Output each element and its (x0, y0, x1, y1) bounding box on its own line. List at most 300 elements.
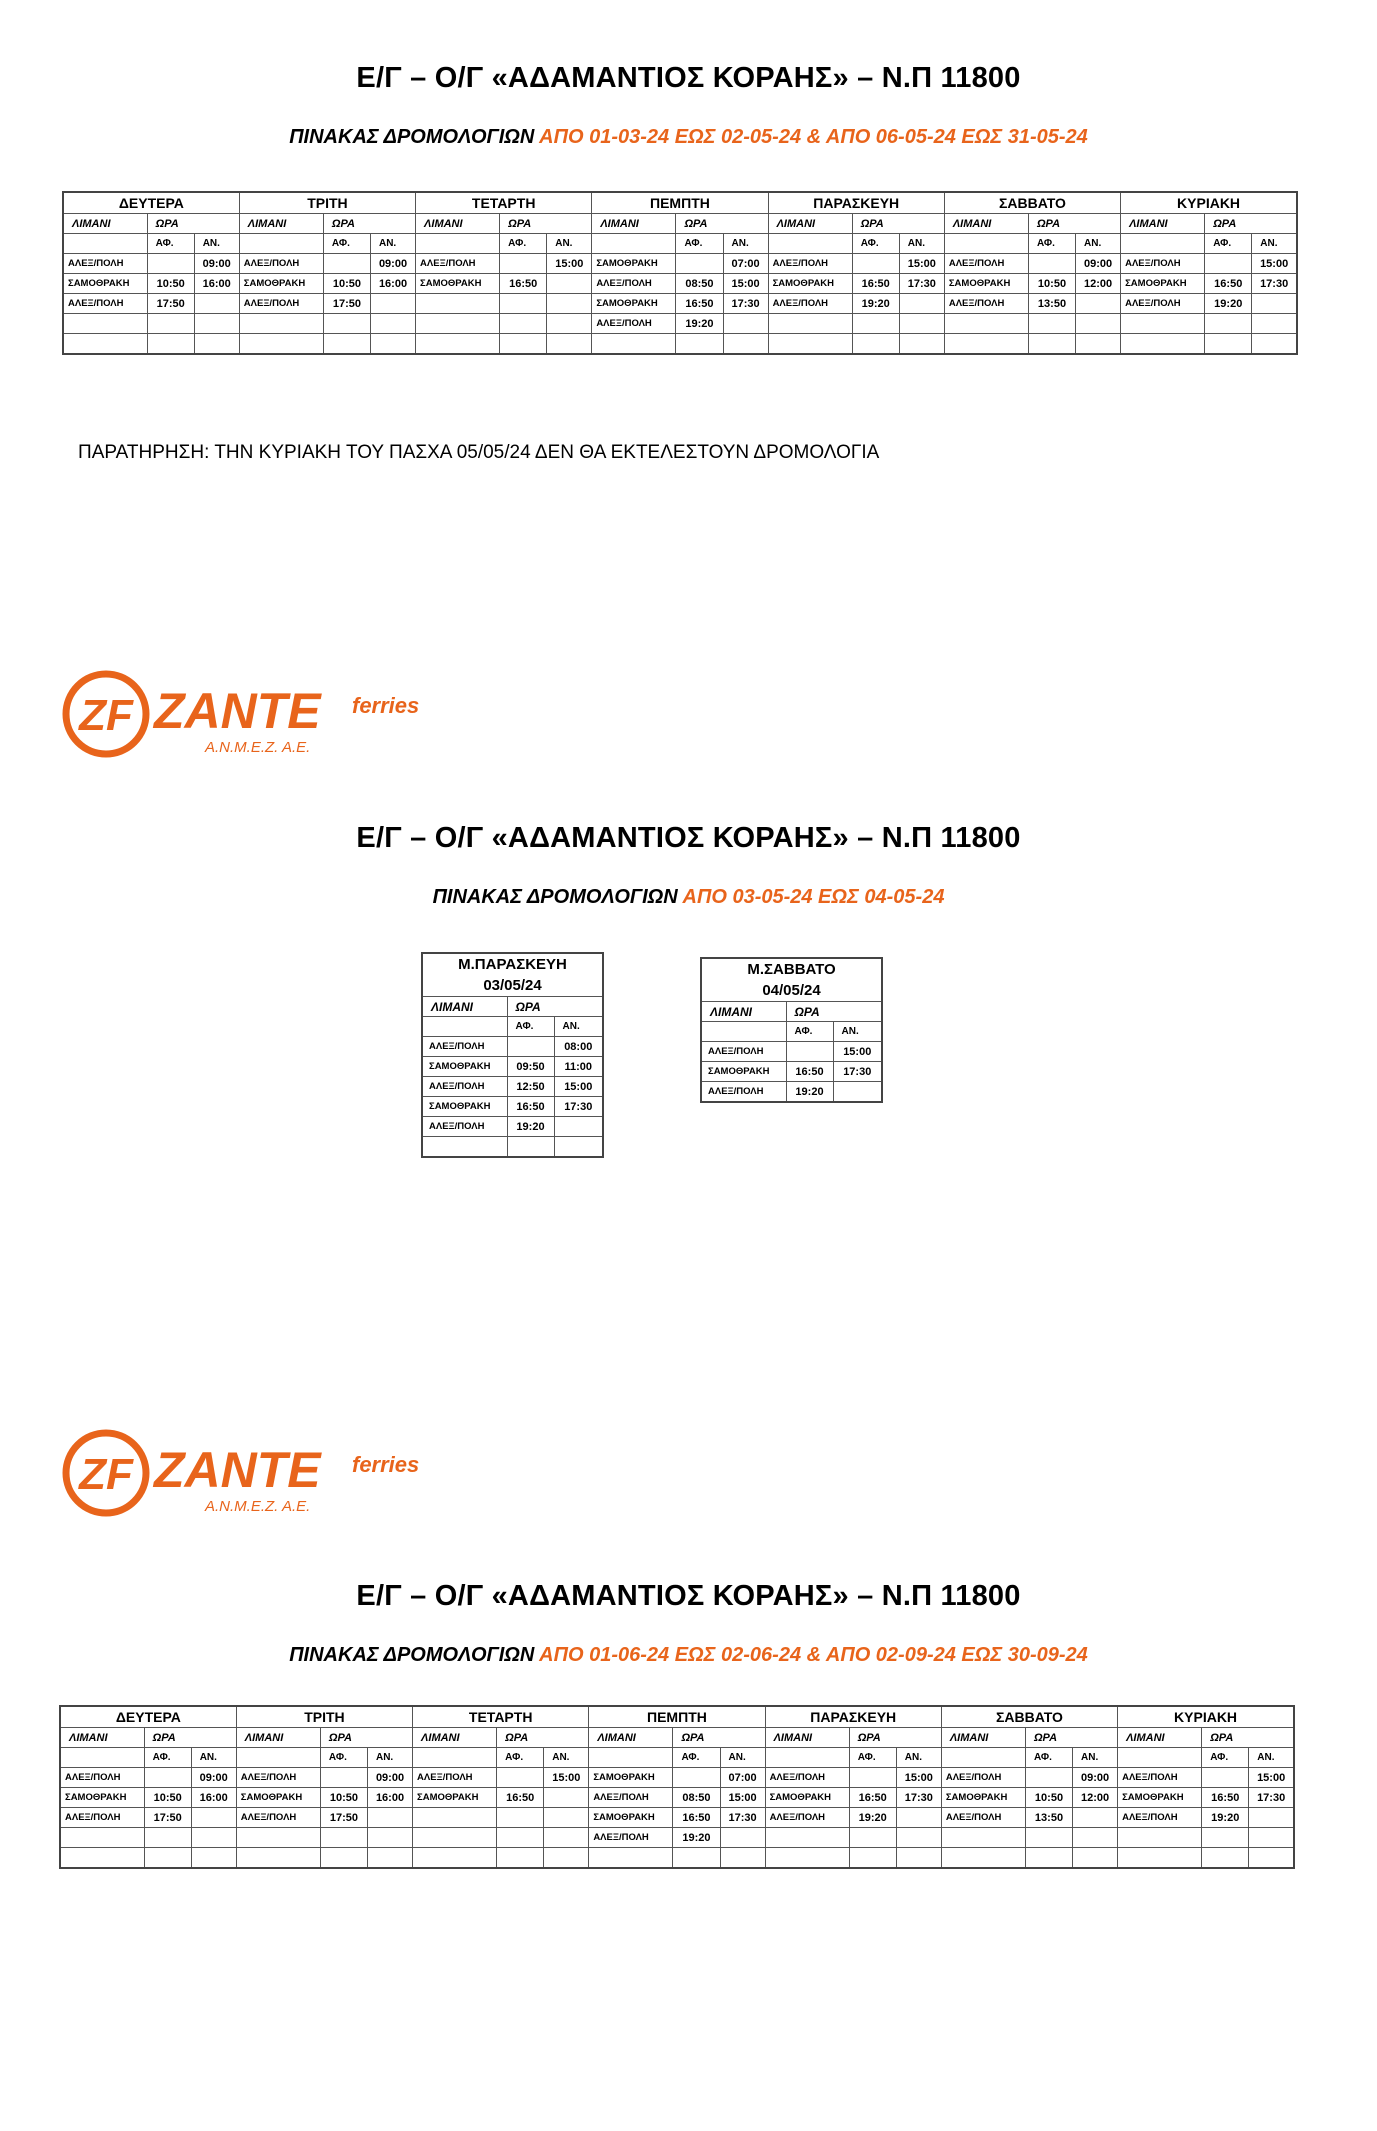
port-cell: ΑΛΕΞ/ΠΟΛΗ (63, 294, 147, 314)
port-cell (1118, 1828, 1202, 1848)
logo-brand-suffix: ferries (352, 693, 420, 718)
arrival-cell: 09:50 (507, 1057, 554, 1077)
port-cell (944, 334, 1028, 355)
arrival-cell (849, 1848, 896, 1869)
arrival-header: ΑΦ. (673, 1748, 720, 1768)
svg-text:ZF: ZF (79, 1450, 133, 1499)
port-cell (941, 1828, 1025, 1848)
section3-subtitle (0, 1644, 1377, 1667)
departure-cell (896, 1808, 941, 1828)
port-cell: ΣΑΜΟΘΡΑΚΗ (60, 1788, 144, 1808)
arrival-header: ΑΦ. (323, 234, 370, 254)
departure-cell: 16:00 (191, 1788, 236, 1808)
port-cell (60, 1828, 144, 1848)
departure-cell (370, 294, 415, 314)
departure-cell: 15:00 (896, 1768, 941, 1788)
port-header: ΛΙΜΑΝΙ (765, 1728, 849, 1748)
day-header: ΔΕΥΤΕΡΑ (63, 192, 239, 214)
port-cell (768, 334, 852, 355)
arrival-cell (323, 334, 370, 355)
arrival-cell (676, 334, 723, 355)
time-header: ΩΡΑ (147, 214, 239, 234)
port-cell (589, 1848, 673, 1869)
arrival-cell: 19:20 (673, 1828, 720, 1848)
port-header: ΛΙΜΑΝΙ (60, 1728, 144, 1748)
blank-cell (1121, 234, 1205, 254)
port-cell: ΑΛΕΞ/ΠΟΛΗ (768, 294, 852, 314)
day-header: ΔΕΥΤΕΡΑ (60, 1706, 236, 1728)
port-cell: ΣΑΜΟΘΡΑΚΗ (768, 274, 852, 294)
day-header: ΠΑΡΑΣΚΕΥΗ (768, 192, 944, 214)
arrival-header: ΑΦ. (852, 234, 899, 254)
departure-cell (367, 1808, 412, 1828)
arrival-cell (1202, 1848, 1249, 1869)
departure-cell: 09:00 (370, 254, 415, 274)
day-header: ΤΡΙΤΗ (239, 192, 415, 214)
arrival-cell (147, 334, 194, 355)
time-header: ΩΡΑ (320, 1728, 412, 1748)
time-header: ΩΡΑ (852, 214, 944, 234)
blank-cell (765, 1748, 849, 1768)
arrival-cell (852, 314, 899, 334)
departure-header: ΑΝ. (370, 234, 415, 254)
port-cell: ΑΛΕΞ/ΠΟΛΗ (701, 1042, 786, 1062)
port-header: ΛΙΜΑΝΙ (239, 214, 323, 234)
departure-cell (1252, 294, 1297, 314)
day-date: 03/05/24 (483, 977, 542, 994)
day-header (701, 958, 882, 1002)
port-cell: ΣΑΜΟΘΡΑΚΗ (941, 1788, 1025, 1808)
arrival-cell: 10:50 (323, 274, 370, 294)
arrival-cell: 17:50 (320, 1808, 367, 1828)
table-row (701, 1042, 882, 1062)
port-header: ΛΙΜΑΝΙ (944, 214, 1028, 234)
arrival-header: ΑΦ. (147, 234, 194, 254)
arrival-cell: 17:50 (323, 294, 370, 314)
departure-cell: 17:30 (833, 1062, 882, 1082)
arrival-cell (849, 1768, 896, 1788)
table-row (60, 1828, 1294, 1848)
departure-cell: 15:00 (899, 254, 944, 274)
port-cell: ΑΛΕΞ/ΠΟΛΗ (63, 254, 147, 274)
port-cell (1121, 334, 1205, 355)
port-cell: ΑΛΕΞ/ΠΟΛΗ (701, 1082, 786, 1103)
port-cell: ΑΛΕΞ/ΠΟΛΗ (413, 1768, 497, 1788)
arrival-cell (320, 1848, 367, 1869)
arrival-cell (507, 1037, 554, 1057)
departure-cell: 17:30 (1249, 1788, 1294, 1808)
departure-cell: 11:00 (554, 1057, 603, 1077)
day-header: ΣΑΒΒΑΤΟ (944, 192, 1120, 214)
port-cell (416, 294, 500, 314)
departure-cell: 15:00 (720, 1788, 765, 1808)
departure-cell (547, 294, 592, 314)
port-cell (592, 334, 676, 355)
departure-cell (544, 1788, 589, 1808)
departure-cell: 17:30 (896, 1788, 941, 1808)
arrival-cell: 10:50 (1028, 274, 1075, 294)
blank-cell (413, 1748, 497, 1768)
port-cell (1121, 314, 1205, 334)
arrival-cell: 19:20 (507, 1117, 554, 1137)
port-cell (239, 334, 323, 355)
table-row (422, 1037, 603, 1057)
departure-cell: 16:00 (370, 274, 415, 294)
departure-cell: 09:00 (1073, 1768, 1118, 1788)
time-header: ΩΡΑ (144, 1728, 236, 1748)
port-cell: ΑΛΕΞ/ΠΟΛΗ (589, 1828, 673, 1848)
departure-cell: 09:00 (194, 254, 239, 274)
port-header: ΛΙΜΑΝΙ (1121, 214, 1205, 234)
port-cell (413, 1828, 497, 1848)
port-cell: ΑΛΕΞ/ΠΟΛΗ (239, 294, 323, 314)
arrival-header: ΑΦ. (849, 1748, 896, 1768)
arrival-cell: 16:50 (1202, 1788, 1249, 1808)
port-header: ΛΙΜΑΝΙ (236, 1728, 320, 1748)
departure-cell (544, 1848, 589, 1869)
blank-cell (944, 234, 1028, 254)
departure-cell: 15:00 (723, 274, 768, 294)
port-cell: ΑΛΕΞ/ΠΟΛΗ (60, 1768, 144, 1788)
arrival-cell (1028, 314, 1075, 334)
time-header: ΩΡΑ (323, 214, 415, 234)
departure-cell (723, 334, 768, 355)
day-name: Μ.ΣΑΒΒΑΤΟ (747, 961, 836, 978)
port-cell (63, 314, 147, 334)
svg-text:ZF: ZF (79, 691, 133, 740)
port-cell (416, 314, 500, 334)
port-cell: ΑΛΕΞ/ΠΟΛΗ (765, 1808, 849, 1828)
arrival-header: ΑΦ. (786, 1022, 833, 1042)
schedule-table-1 (62, 191, 1298, 355)
arrival-cell: 19:20 (786, 1082, 833, 1103)
port-header: ΛΙΜΑΝΙ (592, 214, 676, 234)
departure-cell: 09:00 (367, 1768, 412, 1788)
arrival-cell: 19:20 (852, 294, 899, 314)
easter-note: ΠΑΡΑΤΗΡΗΣΗ: ΤΗΝ ΚΥΡΙΑΚΗ ΤΟΥ ΠΑΣΧΑ 05/05/24 ΔΕΝ ΘΑ ΕΚΤΕΛΕΣΤΟΥΝ ΔΡΟΜΟΛΟΓΙΑ (78, 442, 880, 463)
departure-header: ΑΝ. (720, 1748, 765, 1768)
time-header: ΩΡΑ (500, 214, 592, 234)
port-cell: ΣΑΜΟΘΡΑΚΗ (413, 1788, 497, 1808)
departure-header: ΑΝ. (1076, 234, 1121, 254)
arrival-cell (1205, 254, 1252, 274)
departure-cell (899, 314, 944, 334)
arrival-cell (1028, 334, 1075, 355)
departure-cell (1073, 1808, 1118, 1828)
port-cell: ΑΛΕΞ/ΠΟΛΗ (422, 1077, 507, 1097)
port-cell: ΣΑΜΟΘΡΑΚΗ (422, 1097, 507, 1117)
blank-cell (422, 1017, 507, 1037)
arrival-cell (500, 254, 547, 274)
table-row (701, 1062, 882, 1082)
port-cell: ΣΑΜΟΘΡΑΚΗ (589, 1808, 673, 1828)
departure-cell: 16:00 (194, 274, 239, 294)
table-row (63, 334, 1297, 355)
arrival-header: ΑΦ. (507, 1017, 554, 1037)
port-cell: ΑΛΕΞ/ΠΟΛΗ (592, 274, 676, 294)
port-cell (413, 1848, 497, 1869)
port-cell: ΑΛΕΞ/ΠΟΛΗ (941, 1768, 1025, 1788)
departure-header: ΑΝ. (899, 234, 944, 254)
port-cell (236, 1848, 320, 1869)
arrival-cell (673, 1848, 720, 1869)
arrival-cell (500, 294, 547, 314)
arrival-header: ΑΦ. (676, 234, 723, 254)
port-cell: ΣΑΜΟΘΡΑΚΗ (63, 274, 147, 294)
arrival-cell: 16:50 (852, 274, 899, 294)
port-cell (416, 334, 500, 355)
arrival-header: ΑΦ. (1205, 234, 1252, 254)
day-name: Μ.ΠΑΡΑΣΚΕΥΗ (458, 956, 567, 973)
day-date: 04/05/24 (762, 982, 821, 999)
blank-cell (236, 1748, 320, 1768)
port-header: ΛΙΜΑΝΙ (413, 1728, 497, 1748)
departure-cell (1252, 314, 1297, 334)
arrival-cell: 19:20 (1205, 294, 1252, 314)
day-header: ΠΕΜΠΤΗ (589, 1706, 765, 1728)
port-cell: ΑΛΕΞ/ΠΟΛΗ (422, 1037, 507, 1057)
day-header: ΚΥΡΙΑΚΗ (1121, 192, 1297, 214)
subtitle-label: ΠΙΝΑΚΑΣ ΔΡΟΜΟΛΟΓΙΩΝ (289, 1644, 535, 1666)
arrival-cell (497, 1848, 544, 1869)
subtitle-label: ΠΙΝΑΚΑΣ ΔΡΟΜΟΛΟΓΙΩΝ (432, 886, 678, 908)
arrival-header: ΑΦ. (497, 1748, 544, 1768)
port-cell: ΣΑΜΟΘΡΑΚΗ (1121, 274, 1205, 294)
blank-cell (592, 234, 676, 254)
port-header: ΛΙΜΑΝΙ (1118, 1728, 1202, 1748)
time-header: ΩΡΑ (786, 1002, 882, 1022)
departure-cell (370, 334, 415, 355)
arrival-cell: 10:50 (1025, 1788, 1072, 1808)
departure-header: ΑΝ. (896, 1748, 941, 1768)
port-cell (941, 1848, 1025, 1869)
departure-cell (191, 1808, 236, 1828)
departure-cell (554, 1137, 603, 1158)
departure-header: ΑΝ. (367, 1748, 412, 1768)
blank-cell (768, 234, 852, 254)
arrival-cell (147, 254, 194, 274)
port-cell: ΑΛΕΞ/ΠΟΛΗ (944, 254, 1028, 274)
port-cell (413, 1808, 497, 1828)
schedule-table-good-friday (421, 952, 604, 1158)
zante-ferries-logo (62, 1427, 502, 1527)
logo-company: Α.Ν.Μ.Ε.Ζ. Α.Ε. (205, 739, 311, 756)
arrival-cell (320, 1768, 367, 1788)
port-header: ΛΙΜΑΝΙ (589, 1728, 673, 1748)
port-cell: ΑΛΕΞ/ΠΟΛΗ (422, 1117, 507, 1137)
time-header: ΩΡΑ (1028, 214, 1120, 234)
arrival-cell: 16:50 (676, 294, 723, 314)
zante-ferries-logo (62, 668, 502, 768)
departure-cell: 15:00 (833, 1042, 882, 1062)
blank-cell (701, 1022, 786, 1042)
port-header: ΛΙΜΑΝΙ (422, 997, 507, 1017)
departure-cell: 07:00 (723, 254, 768, 274)
arrival-cell (849, 1828, 896, 1848)
departure-cell (194, 314, 239, 334)
arrival-header: ΑΦ. (1202, 1748, 1249, 1768)
port-header: ΛΙΜΑΝΙ (63, 214, 147, 234)
port-cell: ΑΛΕΞ/ΠΟΛΗ (1118, 1768, 1202, 1788)
port-cell: ΣΑΜΟΘΡΑΚΗ (944, 274, 1028, 294)
departure-cell (1073, 1828, 1118, 1848)
arrival-cell (500, 334, 547, 355)
logo-company: Α.Ν.Μ.Ε.Ζ. Α.Ε. (205, 1498, 311, 1515)
port-cell (236, 1828, 320, 1848)
port-cell (63, 334, 147, 355)
arrival-cell (1205, 314, 1252, 334)
arrival-header: ΑΦ. (1025, 1748, 1072, 1768)
subtitle-period: ΑΠΟ 03-05-24 ΕΩΣ 04-05-24 (682, 886, 945, 908)
departure-cell (547, 314, 592, 334)
departure-cell (1249, 1848, 1294, 1869)
port-cell (765, 1828, 849, 1848)
arrival-cell (1202, 1768, 1249, 1788)
arrival-cell (852, 254, 899, 274)
logo-brand-suffix: ferries (352, 1452, 420, 1477)
arrival-cell (1202, 1828, 1249, 1848)
table-row (60, 1768, 1294, 1788)
time-header: ΩΡΑ (676, 214, 768, 234)
arrival-cell (1205, 334, 1252, 355)
day-header: ΠΕΜΠΤΗ (592, 192, 768, 214)
subtitle-period: ΑΠΟ 01-03-24 ΕΩΣ 02-05-24 & ΑΠΟ 06-05-24 ΕΩΣ 31-05-24 (539, 126, 1088, 148)
day-header: ΚΥΡΙΑΚΗ (1118, 1706, 1294, 1728)
departure-cell (720, 1828, 765, 1848)
departure-header: ΑΝ. (554, 1017, 603, 1037)
departure-cell (367, 1848, 412, 1869)
port-cell: ΑΛΕΞ/ΠΟΛΗ (765, 1768, 849, 1788)
subtitle-label: ΠΙΝΑΚΑΣ ΔΡΟΜΟΛΟΓΙΩΝ (289, 126, 535, 148)
port-cell: ΑΛΕΞ/ΠΟΛΗ (60, 1808, 144, 1828)
departure-cell (1249, 1808, 1294, 1828)
arrival-cell: 13:50 (1025, 1808, 1072, 1828)
departure-cell (1076, 314, 1121, 334)
arrival-cell: 16:50 (497, 1788, 544, 1808)
port-cell: ΑΛΕΞ/ΠΟΛΗ (239, 254, 323, 274)
time-header: ΩΡΑ (1202, 1728, 1294, 1748)
departure-cell: 12:00 (1073, 1788, 1118, 1808)
departure-cell (547, 334, 592, 355)
blank-cell (239, 234, 323, 254)
port-cell: ΣΑΜΟΘΡΑΚΗ (1118, 1788, 1202, 1808)
departure-cell: 07:00 (720, 1768, 765, 1788)
section3-title: Ε/Γ – Ο/Γ «ΑΔΑΜΑΝΤΙΟΣ ΚΟΡΑΗΣ» – Ν.Π 11800 (356, 1580, 1021, 1612)
arrival-cell: 16:50 (1205, 274, 1252, 294)
departure-cell: 08:00 (554, 1037, 603, 1057)
port-cell (944, 314, 1028, 334)
departure-header: ΑΝ. (1252, 234, 1297, 254)
section1-title: Ε/Γ – Ο/Γ «ΑΔΑΜΑΝΤΙΟΣ ΚΟΡΑΗΣ» – Ν.Π 11800 (356, 62, 1021, 94)
port-cell (239, 314, 323, 334)
departure-cell: 09:00 (191, 1768, 236, 1788)
port-cell: ΑΛΕΞ/ΠΟΛΗ (768, 254, 852, 274)
departure-header: ΑΝ. (191, 1748, 236, 1768)
port-header: ΛΙΜΑΝΙ (416, 214, 500, 234)
port-cell: ΣΑΜΟΘΡΑΚΗ (416, 274, 500, 294)
arrival-cell: 16:50 (673, 1808, 720, 1828)
logo-brand-name: ZANTE (154, 683, 321, 739)
port-cell: ΣΑΜΟΘΡΑΚΗ (765, 1788, 849, 1808)
logo-brand-name: ZANTE (154, 1442, 321, 1498)
port-cell: ΑΛΕΞ/ΠΟΛΗ (236, 1808, 320, 1828)
departure-cell (1073, 1848, 1118, 1869)
arrival-cell: 19:20 (676, 314, 723, 334)
arrival-cell: 16:50 (500, 274, 547, 294)
departure-cell (544, 1808, 589, 1828)
arrival-cell (144, 1768, 191, 1788)
arrival-cell (147, 314, 194, 334)
blank-cell (63, 234, 147, 254)
table-row (63, 314, 1297, 334)
port-cell: ΑΛΕΞ/ΠΟΛΗ (416, 254, 500, 274)
departure-cell (896, 1848, 941, 1869)
arrival-cell: 17:50 (147, 294, 194, 314)
port-cell (765, 1848, 849, 1869)
arrival-cell (323, 254, 370, 274)
arrival-cell (320, 1828, 367, 1848)
port-cell: ΣΑΜΟΘΡΑΚΗ (592, 294, 676, 314)
arrival-cell (786, 1042, 833, 1062)
table-row (701, 1082, 882, 1103)
departure-cell (191, 1848, 236, 1869)
arrival-cell (497, 1768, 544, 1788)
section2-subtitle (0, 886, 1377, 909)
port-header: ΛΙΜΑΝΙ (768, 214, 852, 234)
departure-cell: 17:30 (723, 294, 768, 314)
time-header: ΩΡΑ (673, 1728, 765, 1748)
table-row (422, 1117, 603, 1137)
arrival-cell (507, 1137, 554, 1158)
table-row (60, 1848, 1294, 1869)
departure-cell (896, 1828, 941, 1848)
departure-cell: 15:00 (1252, 254, 1297, 274)
arrival-cell: 08:50 (676, 274, 723, 294)
departure-cell (547, 274, 592, 294)
port-cell: ΑΛΕΞ/ΠΟΛΗ (1121, 254, 1205, 274)
section2-title: Ε/Γ – Ο/Γ «ΑΔΑΜΑΝΤΙΟΣ ΚΟΡΑΗΣ» – Ν.Π 11800 (356, 822, 1021, 854)
departure-header: ΑΝ. (194, 234, 239, 254)
port-cell: ΑΛΕΞ/ΠΟΛΗ (236, 1768, 320, 1788)
departure-cell: 15:00 (547, 254, 592, 274)
day-header: ΤΕΤΑΡΤΗ (416, 192, 592, 214)
arrival-cell (676, 254, 723, 274)
blank-cell (416, 234, 500, 254)
arrival-cell (497, 1828, 544, 1848)
arrival-cell (1025, 1848, 1072, 1869)
day-header: ΤΕΤΑΡΤΗ (413, 1706, 589, 1728)
departure-cell (723, 314, 768, 334)
arrival-cell (852, 334, 899, 355)
table-row (422, 1137, 603, 1158)
arrival-cell (500, 314, 547, 334)
port-cell: ΑΛΕΞ/ΠΟΛΗ (941, 1808, 1025, 1828)
time-header: ΩΡΑ (497, 1728, 589, 1748)
departure-cell (367, 1828, 412, 1848)
departure-cell: 15:00 (1249, 1768, 1294, 1788)
arrival-cell: 16:50 (507, 1097, 554, 1117)
port-cell: ΑΛΕΞ/ΠΟΛΗ (1121, 294, 1205, 314)
arrival-cell (1025, 1828, 1072, 1848)
port-cell: ΣΑΜΟΘΡΑΚΗ (239, 274, 323, 294)
blank-cell (589, 1748, 673, 1768)
port-header: ΛΙΜΑΝΙ (941, 1728, 1025, 1748)
arrival-cell: 13:50 (1028, 294, 1075, 314)
blank-cell (1118, 1748, 1202, 1768)
departure-cell: 09:00 (1076, 254, 1121, 274)
departure-cell (1249, 1828, 1294, 1848)
port-cell: ΑΛΕΞ/ΠΟΛΗ (944, 294, 1028, 314)
